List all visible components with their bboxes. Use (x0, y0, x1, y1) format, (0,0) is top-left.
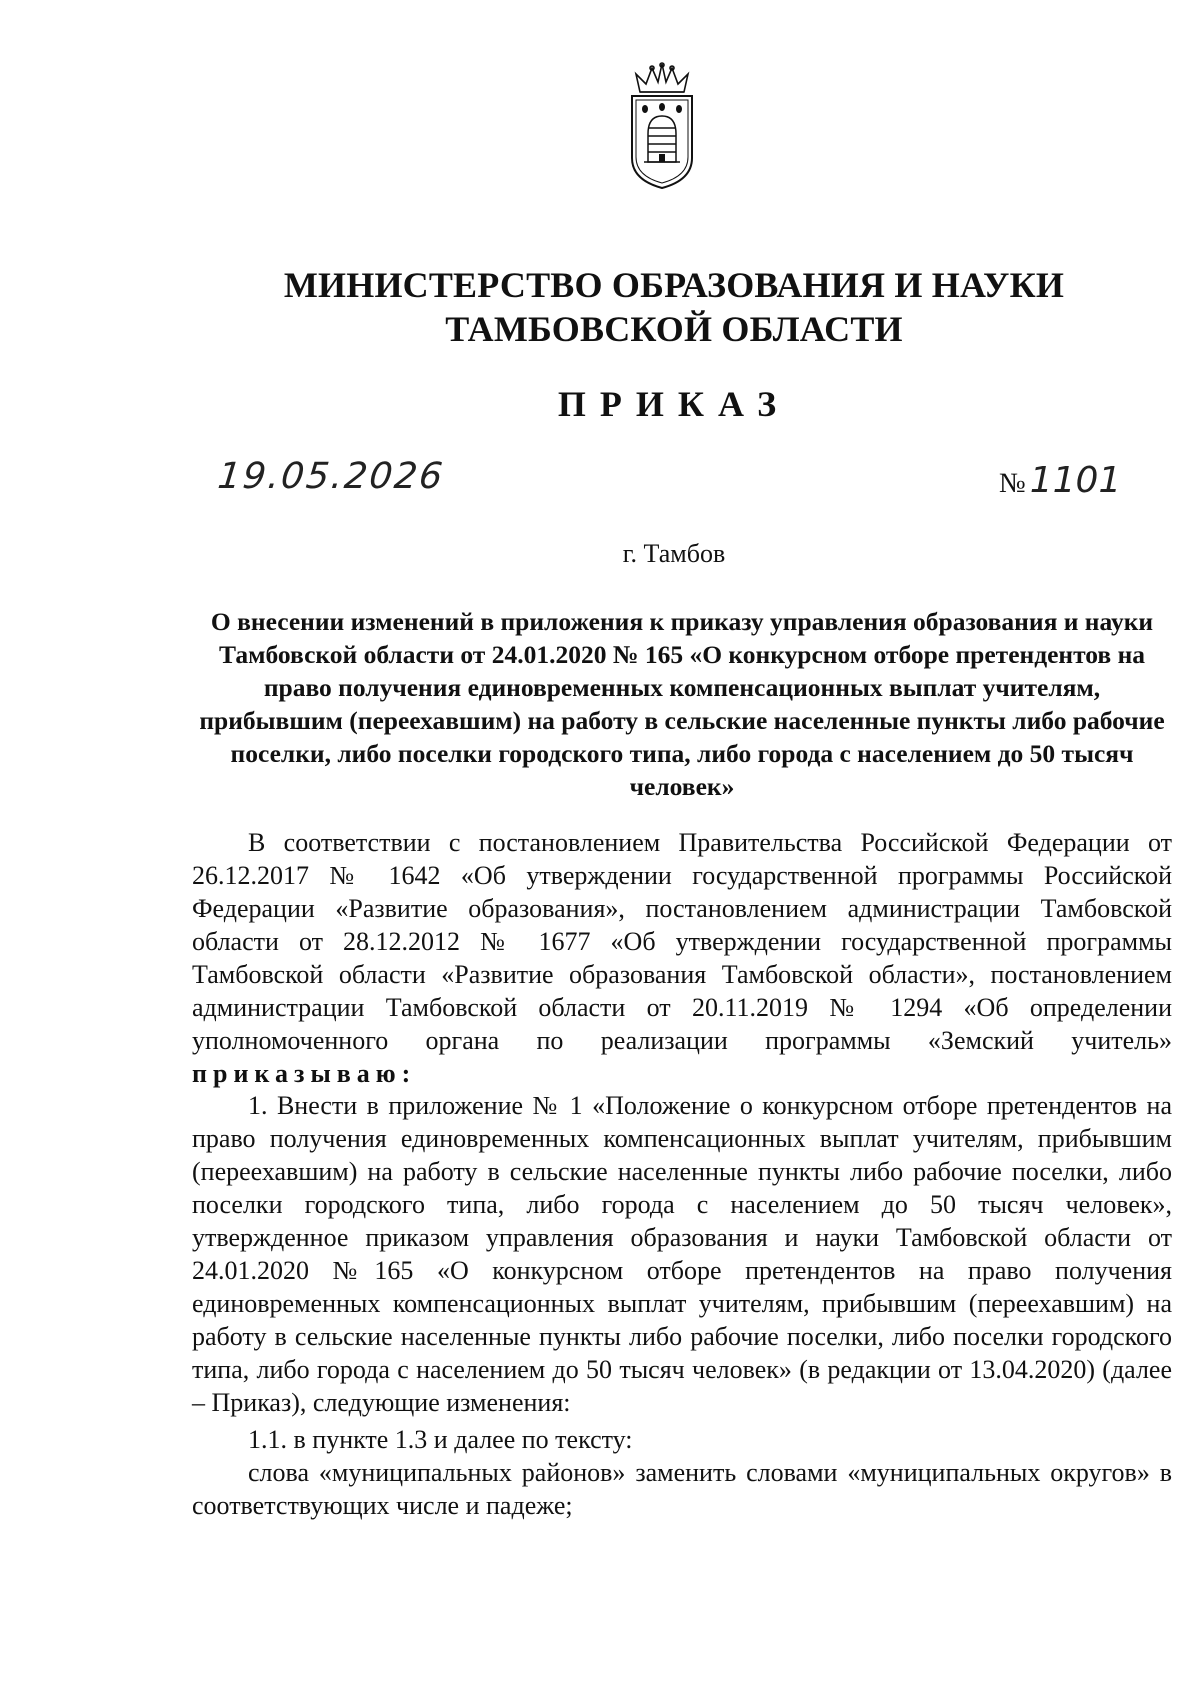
item-1-1-change-text: слова «муниципальных районов» заменить словами «муниципальных округов» в соответствующих числе и падеже; (192, 1458, 1172, 1520)
order-word: приказываю: (192, 1059, 417, 1088)
item-1-1-change-paragraph (192, 1456, 1172, 1522)
document-number (999, 460, 1121, 501)
handwritten-date: 19.05.2026 (215, 456, 447, 497)
city-line: г. Тамбов (622, 539, 726, 568)
item-1-text: 1. Внести в приложение № 1 «Положение о конкурсном отборе претендентов на право получения единовременных компенсационных выплат учителям, прибывшим (переехавшим) на работу в сельские населенные пункты либо рабочие поселки, либо поселки городского типа, либо города с населением до 50 тысяч человек», утвержденное приказом управления образования и науки Тамбовской области от 24.01.2020 №165 «О конкурсном отборе претендентов на право получения единовременных компенсационных выплат учителям, прибывшим (переехавшим) на работу в сельские населенные пункты либо рабочие поселки, либо поселки городского типа, либо города с населением до 50 тысяч человек» (в редакции от 13.04.2020) (далее – Приказ), следующие изменения: (192, 1091, 1172, 1417)
item-1-paragraph (192, 1089, 1172, 1419)
preamble-body: В соответствии с постановлением Правительства Российской Федерации от 26.12.2017 № 1642 «Об утверждении государственной программы Российской Федерации «Развитие образования», постановлением администрации Тамбовской области от 28.12.2012 № 1677 «Об утверждении государственной программы Тамбовской области «Развитие образования Тамбовской области», постановлением администрации Тамбовской области от 20.11.2019 № 1294 «Об определении уполномоченного органа по реализации программы «Земский учитель» (192, 828, 1172, 1055)
item-1-1-paragraph (192, 1423, 1172, 1456)
preamble-paragraph (192, 826, 1172, 1090)
number-sign: № (999, 468, 1026, 499)
ministry-title (0, 263, 1200, 351)
item-1-1-text: 1.1. в пункте 1.3 и далее по тексту: (248, 1425, 633, 1454)
ministry-title-line1: МИНИСТЕРСТВО ОБРАЗОВАНИЯ И НАУКИ (283, 265, 1065, 305)
preamble-text (192, 826, 1172, 1090)
ministry-title-line2: ТАМБОВСКОЙ ОБЛАСТИ (445, 309, 903, 349)
handwritten-number: 1101 (1029, 460, 1122, 501)
coat-of-arms-emblem (626, 62, 698, 190)
document-type: ПРИКАЗ (557, 384, 791, 424)
order-subject-heading: О внесении изменений в приложения к приказу управления образования и науки Тамбовской области от 24.01.2020 № 165 «О конкурсном отборе претендентов на право получения единовременных компенсационных выплат учителям, прибывшим (переехавшим) на работу в сельские населенные пункты либо рабочие поселки, либо поселки городского типа, либо города с населением до 50 тысяч человек» (199, 607, 1165, 801)
